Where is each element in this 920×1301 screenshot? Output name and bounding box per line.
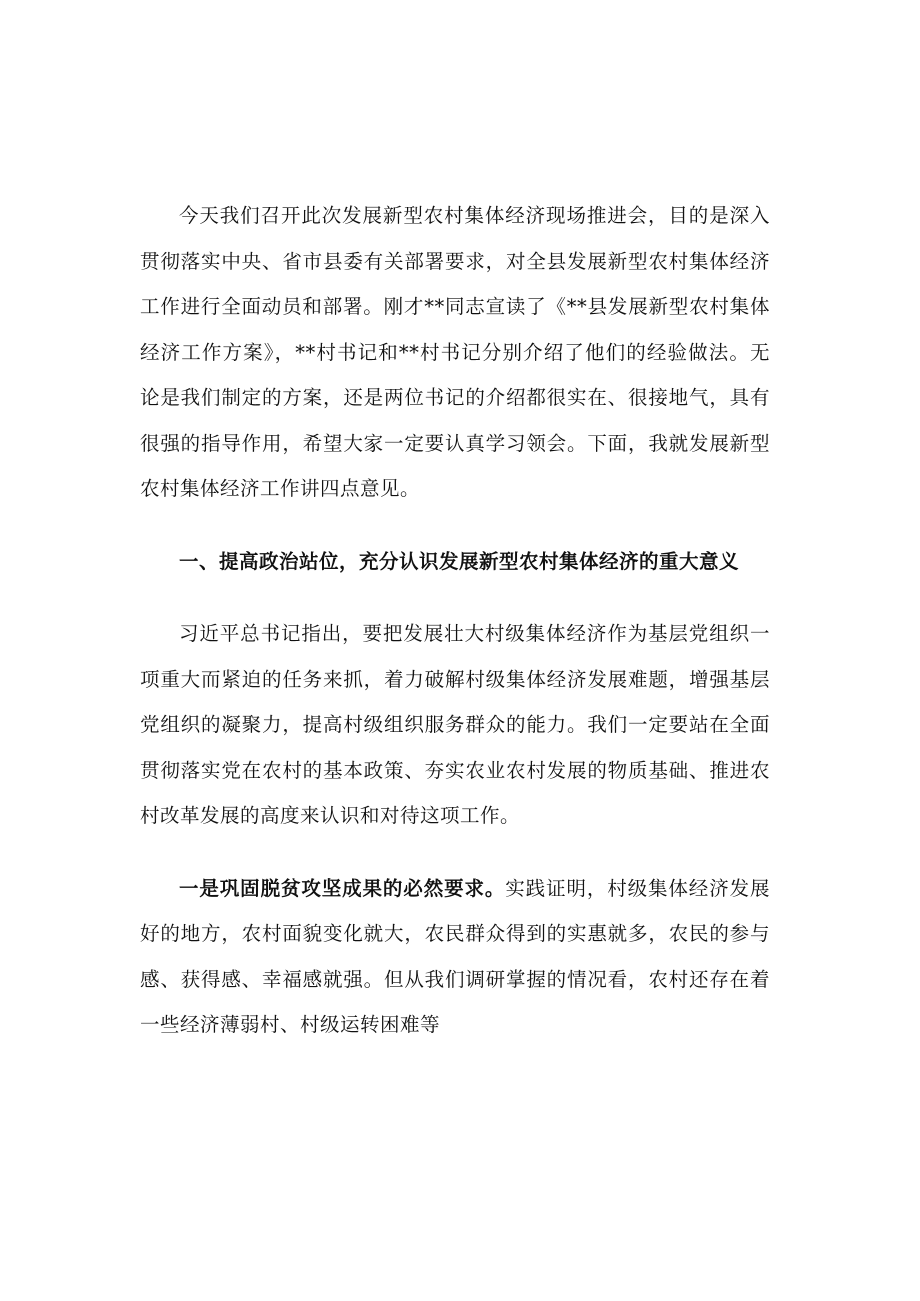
intro-paragraph: 今天我们召开此次发展新型农村集体经济现场推进会，目的是深入贯彻落实中央、省市县委有关部署要求，对全县发展新型农村集体经济工作进行全面动员和部署。刚才**同志宣读了《**县发展新型农村集体经济工作方案》，**村书记和**村书记分别介绍了他们的经验做法。无论是我们制定的方案，还是两位书记的介绍都很实在、很接地气，具有很强的指导作用，希望大家一定要认真学习领会。下面，我就发展新型农村集体经济工作讲四点意见。 <box>140 204 770 500</box>
point-one-lead: 一是巩固脱贫攻坚成果的必然要求。 <box>179 876 506 900</box>
section-one-heading: 一、提高政治站位，充分认识发展新型农村集体经济的重大意义 <box>179 549 740 573</box>
section-one-paragraph: 习近平总书记指出，要把发展壮大村级集体经济作为基层党组织一项重大而紧迫的任务来抓，着力破解村级集体经济发展难题，增强基层党组织的凝聚力，提高村级组织服务群众的能力。我们一定要站在全面贯彻落实党在农村的基本政策、夯实农业农村发展的物质基础、推进农村改革发展的高度来认识和对待这项工作。 <box>140 622 770 827</box>
point-one-paragraph <box>140 866 770 1048</box>
point-one-body: 实践证明，村级集体经济发展好的地方，农村面貌变化就大，农民群众得到的实惠就多，农民的参与感、获得感、幸福感就强。但从我们调研掌握的情况看，农村还存在着一些经济薄弱村、村级运转困难等 <box>140 876 770 1036</box>
document-page <box>140 193 770 1048</box>
